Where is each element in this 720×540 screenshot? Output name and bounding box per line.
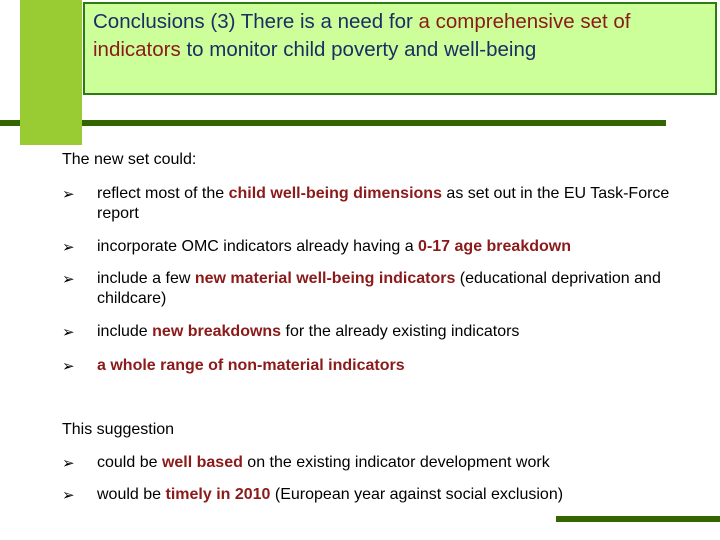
bullet-text: reflect most of the [97,185,229,202]
bullet-emphasis: new material well-being indicators [194,270,456,287]
bullet-emphasis: timely in 2010 [165,486,271,503]
arrow-bullet-icon: ➢ [62,270,75,288]
arrow-bullet-icon: ➢ [62,357,75,375]
title-part1: Conclusions (3) There is a need for [93,10,419,33]
arrow-bullet-icon: ➢ [62,323,75,341]
arrow-bullet-icon: ➢ [62,238,75,256]
arrow-bullet-icon: ➢ [62,486,75,504]
bullet-text: incorporate OMC indicators already having a [97,238,419,255]
bullet-emphasis: new breakdowns [152,323,282,340]
accent-block [20,0,82,145]
slide-title [83,2,717,95]
title-part2: to monitor child poverty and well-being [180,38,537,61]
section-intro: This suggestion [62,421,175,438]
arrow-bullet-icon: ➢ [62,185,75,203]
bullet-emphasis: well based [161,454,243,471]
bullet-emphasis: a whole range of non-material indicators [97,357,405,374]
arrow-bullet-icon: ➢ [62,454,75,472]
bullet-text: (educational deprivation and childcare) [97,270,661,307]
divider-rule-bottom [556,516,720,522]
bullet-text: (European year against social exclusion) [270,486,564,503]
bullet-text: on the existing indicator development work [242,454,550,471]
bullet-text: would be [97,486,166,503]
divider-rule-left [0,120,20,126]
section-intro: The new set could: [62,151,197,168]
divider-rule [82,120,666,126]
bullet-emphasis: 0-17 age breakdown [418,238,571,255]
bullet-text: include a few [97,270,195,287]
bullet-text: for the already existing indicators [281,323,520,340]
bullet-text: include [97,323,153,340]
bullet-text: as set out in the EU Task-Force report [97,185,670,222]
title-highlight: a comprehensive set of indicators [93,10,631,61]
bullet-emphasis: child well-being dimensions [228,185,442,202]
bullet-text: could be [97,454,162,471]
